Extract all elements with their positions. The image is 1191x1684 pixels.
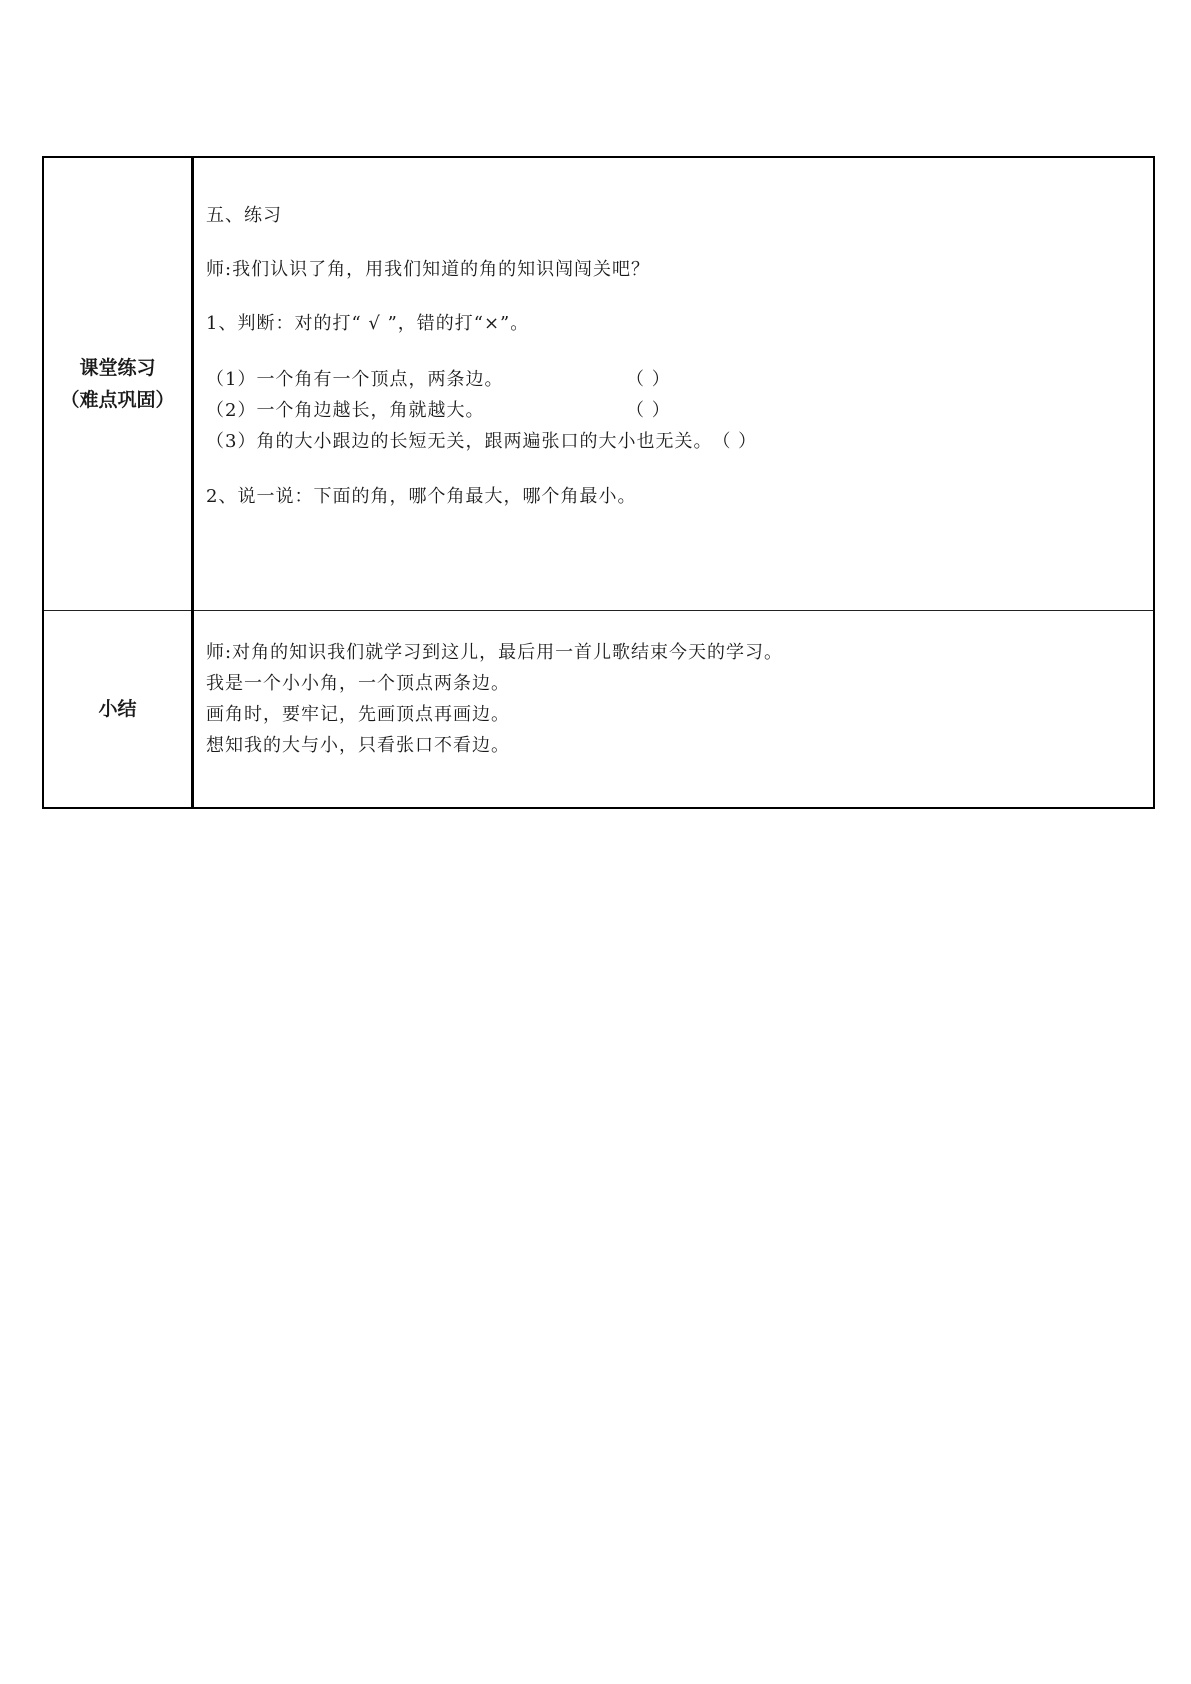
practice-row: [43, 157, 1154, 610]
question-1: 1、判断：对的打“ √ ”，错的打“×”。: [206, 313, 530, 334]
section-title: 五、练习: [206, 205, 282, 226]
answer-blank: （ ）: [626, 400, 671, 421]
lesson-table: [42, 156, 1155, 809]
judgement-item: [206, 395, 1143, 426]
summary-row: [43, 610, 1154, 808]
summary-content-cell: [193, 610, 1155, 808]
summary-line: 画角时，要牢记，先画顶点再画边。: [206, 703, 510, 725]
practice-sublabel: （难点巩固）: [60, 388, 175, 411]
judgement-item: [206, 426, 1143, 457]
practice-label-cell: [43, 157, 193, 610]
summary-line: 我是一个小小角，一个顶点两条边。: [206, 672, 510, 694]
question-2: 2、说一说：下面的角，哪个角最大，哪个角最小。: [206, 486, 637, 507]
judgement-text: （1）一个角有一个顶点，两条边。: [206, 369, 504, 390]
practice-label: 课堂练习: [79, 356, 156, 379]
summary-line: 师:对角的知识我们就学习到这儿，最后用一首儿歌结束今天的学习。: [206, 641, 784, 663]
judgement-text: （3）角的大小跟边的长短无关，跟两遍张口的大小也无关。: [206, 431, 713, 452]
practice-content-cell: [193, 157, 1155, 610]
summary-label: 小结: [98, 697, 137, 720]
answer-blank: （ ）: [626, 369, 671, 390]
judgement-list: [206, 364, 1143, 457]
summary-line: 想知我的大与小，只看张口不看边。: [206, 734, 510, 756]
judgement-item: [206, 364, 1143, 395]
summary-label-cell: [43, 610, 193, 808]
answer-blank: （ ）: [712, 431, 758, 452]
summary-lines: [206, 637, 1143, 761]
teacher-intro: 师:我们认识了角，用我们知道的角的知识闯闯关吧？: [206, 259, 651, 280]
judgement-text: （2）一个角边越长，角就越大。: [206, 400, 485, 421]
